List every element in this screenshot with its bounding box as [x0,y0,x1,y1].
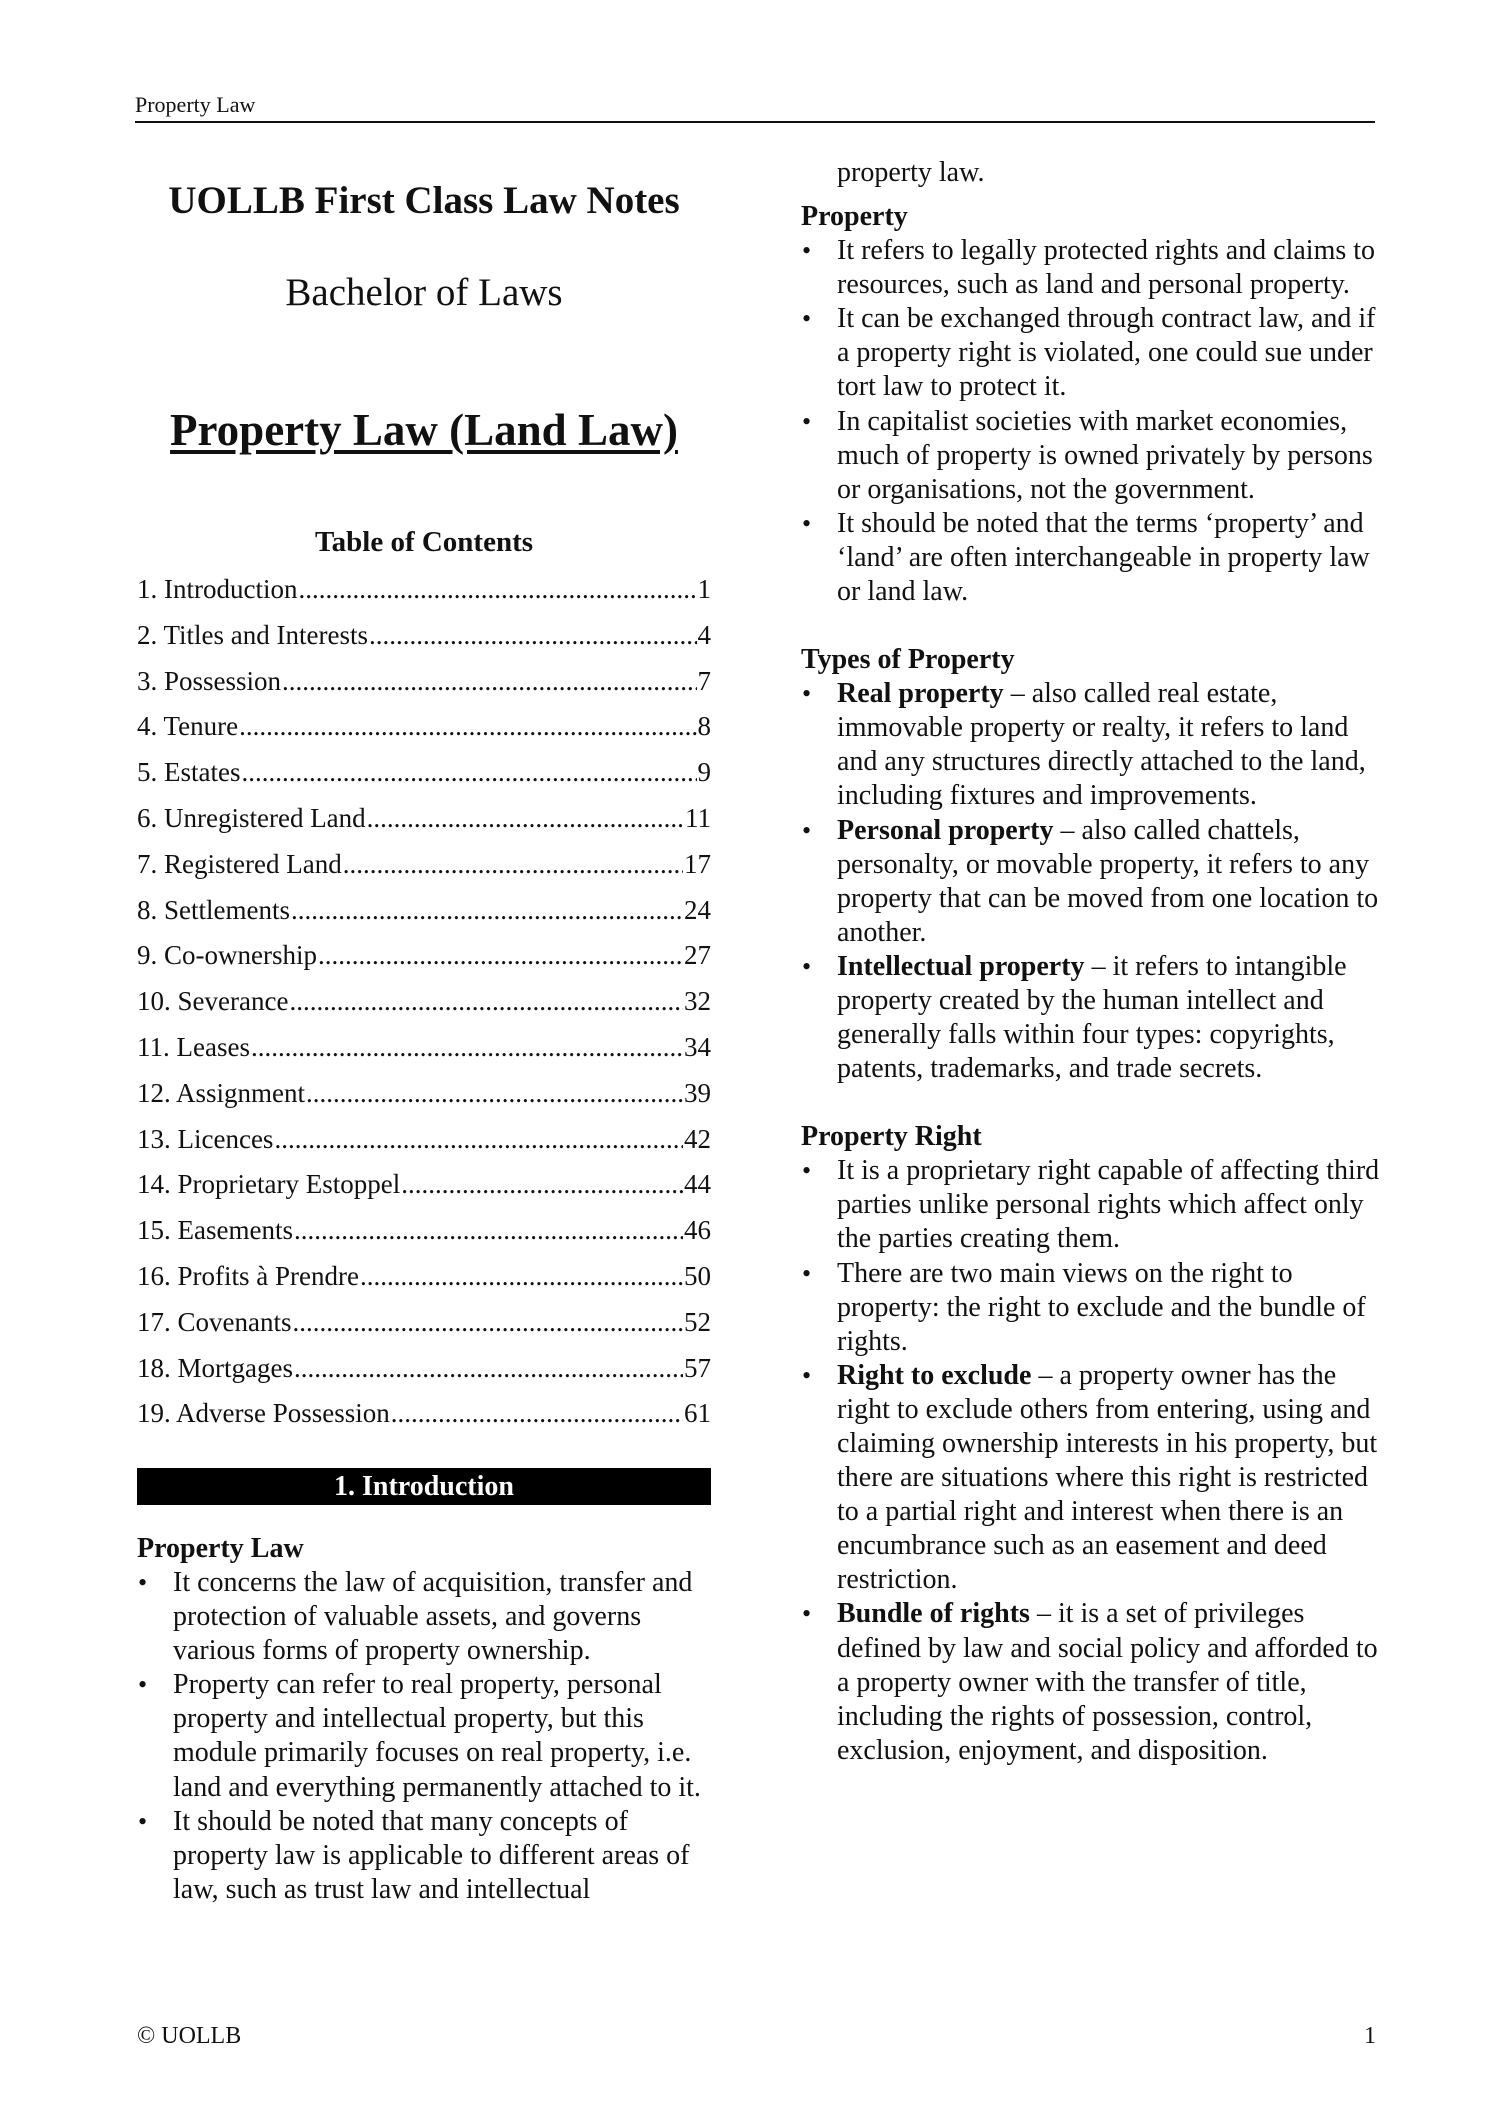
property-bullets [801,234,1381,609]
toc-entry[interactable] [137,1167,711,1213]
toc-entry-page: 27 [684,940,711,971]
toc-entry[interactable] [137,1305,711,1351]
list-item-term: Intellectual property [837,950,1085,982]
list-item [801,1154,1381,1256]
section-heading-bar: 1. Introduction [137,1468,711,1505]
list-item [801,1257,1381,1359]
list-item-text: – a property owner has the right to exclude others from entering, using and claiming ownership interests in his property, but there are situations where this right is restricted to a partial right and interest when there is an encumbrance such as an easement and deed restriction. [837,1359,1378,1596]
toc-entry[interactable] [137,1351,711,1397]
toc-entry-page: 34 [684,1031,711,1062]
bullet-icon: • [802,508,812,538]
toc-leader-dots [274,1122,683,1156]
toc-entry[interactable] [137,1259,711,1305]
toc-entry-title: 11. Leases [137,1031,250,1062]
list-item-text: It is a proprietary right capable of affecting third parties unlike personal rights which affect only the parties creating them. [837,1155,1380,1255]
toc-leader-dots [369,618,696,652]
toc-leader-dots [306,1076,683,1110]
toc-entry[interactable] [137,847,711,893]
toc-leader-dots [294,1351,683,1385]
toc-leader-dots [294,1213,683,1247]
toc-entry-title: 3. Possession [137,665,282,696]
toc-leader-dots [391,1396,683,1430]
bullet-icon: • [802,815,812,845]
list-item [801,1359,1381,1598]
toc-entry[interactable] [137,1213,711,1259]
list-item-term: Real property [837,678,1004,710]
toc-entry-title: 18. Mortgages [137,1352,293,1383]
toc-entry[interactable] [137,801,711,847]
toc-entry-page: 8 [697,711,711,742]
toc-heading: Table of Contents [314,526,534,558]
table-of-contents [137,572,711,1442]
toc-entry-page: 46 [684,1215,711,1246]
property-law-heading: Property Law [137,1533,304,1564]
toc-leader-dots [251,1030,683,1064]
toc-entry-title: 12. Assignment [137,1077,306,1108]
property-right-heading: Property Right [801,1121,982,1153]
toc-entry-title: 9. Co-ownership [137,940,317,971]
running-header: Property Law [135,92,1375,123]
toc-entry[interactable] [137,618,711,664]
toc-entry-title: 17. Covenants [137,1306,292,1337]
list-item-term: Bundle of rights [837,1598,1030,1630]
toc-entry-page: 11 [685,802,711,833]
list-item-term: Right to exclude [837,1359,1032,1391]
list-item [137,1566,711,1668]
toc-entry-page: 32 [684,986,711,1017]
toc-entry-page: 24 [684,894,711,925]
list-item-text: – also called chattels, personalty, or movable property, it refers to any property that can be moved from one location to another. [837,814,1379,948]
list-item-text: There are two main views on the right to property: the right to exclude and the bundle of rights. [837,1257,1366,1357]
toc-leader-dots [293,1305,684,1339]
property-law-section [137,1532,711,1907]
toc-entry[interactable] [137,1076,711,1122]
list-item-text: In capitalist societies with market economies, much of property is owned privately by persons or organisations, not the government. [837,405,1373,505]
toc-entry-page: 44 [684,1169,711,1200]
toc-entry-page: 50 [684,1260,711,1291]
toc-leader-dots [401,1167,683,1201]
toc-entry-title: 2. Titles and Interests [137,619,369,650]
toc-entry[interactable] [137,755,711,801]
document-title: Property Law (Land Law) [170,405,678,455]
list-item-text: It should be noted that the terms ‘property’ and ‘land’ are often interchangeable in property law or land law. [837,507,1370,608]
main-title: UOLLB First Class Law Notes [168,179,680,222]
property-right-bullets [801,1154,1381,1768]
list-item [137,1668,711,1804]
footer-page-number: 1 [1364,2023,1376,2049]
list-item [801,814,1381,950]
toc-entry-title: 5. Estates [137,757,241,788]
toc-entry[interactable] [137,984,711,1030]
list-item-text: It concerns the law of acquisition, transfer and protection of valuable assets, and governs various forms of property ownership. [173,1567,693,1667]
toc-entry[interactable] [137,664,711,710]
bullet-icon: • [802,1599,812,1629]
bullet-icon: • [138,1806,148,1836]
list-item [801,405,1381,507]
toc-entry-title: 13. Licences [137,1123,274,1154]
toc-entry[interactable] [137,938,711,984]
list-item [137,1805,711,1907]
bullet-icon: • [802,679,812,709]
toc-entry[interactable] [137,1396,711,1442]
toc-entry[interactable] [137,1030,711,1076]
toc-leader-dots [360,1259,683,1293]
toc-entry[interactable] [137,572,711,618]
list-item-text: – it is a set of privileges defined by law and social policy and afforded to a property owner with the transfer of title, including the rights of possession, control, exclusion, enjoyment, and disposition. [837,1598,1378,1766]
bullet-icon: • [802,1156,812,1186]
toc-entry[interactable] [137,893,711,939]
toc-entry-title: 16. Profits à Prendre [137,1260,359,1291]
toc-entry[interactable] [137,709,711,755]
bullet-icon: • [802,1360,812,1390]
toc-entry-page: 4 [697,619,711,650]
list-item-text: Property can refer to real property, personal property and intellectual property, but this module primarily focuses on real property, i.e. land and everything permanently attached to it. [173,1669,701,1803]
toc-leader-dots [282,664,696,698]
toc-leader-dots [367,801,684,835]
toc-leader-dots [318,938,683,972]
list-item [801,1597,1381,1767]
list-item [801,950,1381,1086]
list-item-text: It should be noted that many concepts of property law is applicable to different areas of law, such as trust law and intellectual [173,1805,690,1905]
bullet-icon: • [138,1568,148,1597]
list-item-text: It can be exchanged through contract law, and if a property right is violated, one could sue under tort law to protect it. [837,303,1376,403]
continuation-bullet [801,156,1381,190]
toc-entry-page: 39 [684,1077,711,1108]
bullet-icon: • [802,236,812,266]
toc-entry-page: 57 [684,1352,711,1383]
subtitle: Bachelor of Laws [285,271,563,314]
list-item [801,507,1381,609]
toc-leader-dots [239,709,696,743]
toc-entry-title: 1. Introduction [137,574,298,604]
toc-entry-title: 10. Severance [137,986,289,1017]
toc-entry-page: 52 [684,1306,711,1337]
toc-leader-dots [289,984,683,1018]
toc-entry-title: 6. Unregistered Land [137,802,366,833]
property-heading: Property [801,201,908,233]
list-item [801,234,1381,302]
continuation-text: property law. [837,157,985,188]
types-of-property-bullets [801,677,1381,1086]
toc-entry-title: 4. Tenure [137,711,239,742]
toc-entry-page: 42 [684,1123,711,1154]
footer-copyright: © UOLLB [137,2023,242,2049]
bullet-icon: • [138,1670,148,1700]
bullet-icon: • [802,1258,812,1288]
list-item [801,677,1381,813]
toc-leader-dots [291,893,683,927]
bullet-icon: • [802,406,812,436]
right-column [801,156,1381,1768]
toc-entry[interactable] [137,1122,711,1168]
types-of-property-heading: Types of Property [801,644,1015,676]
toc-entry-title: 8. Settlements [137,894,290,925]
toc-entry-page: 61 [684,1398,711,1429]
bullet-icon: • [802,951,812,981]
toc-entry-title: 19. Adverse Possession [137,1398,390,1429]
list-item-term: Personal property [837,814,1054,846]
toc-entry-page: 7 [697,665,711,696]
list-item-text: – it refers to intangible property created by the human intellect and generally falls within four types: copyrights, patents, trademarks, and trade secrets. [837,950,1347,1085]
toc-entry-page: 1 [697,574,711,604]
toc-entry-title: 15. Easements [137,1215,293,1246]
bullet-icon: • [802,304,812,334]
toc-entry-title: 14. Proprietary Estoppel [137,1169,401,1200]
list-item-text: – also called real estate, immovable property or realty, it refers to land and any structures directly attached to the land, including fixtures and improvements. [837,678,1366,812]
toc-entry-page: 9 [697,757,711,788]
toc-leader-dots [241,755,696,789]
toc-leader-dots [343,847,683,881]
toc-entry-page: 17 [684,848,711,879]
list-item-text: It refers to legally protected rights and claims to resources, such as land and personal property. [837,235,1376,301]
toc-entry-title: 7. Registered Land [137,848,342,879]
toc-leader-dots [298,572,696,606]
property-law-bullets [137,1566,711,1907]
list-item [801,302,1381,404]
